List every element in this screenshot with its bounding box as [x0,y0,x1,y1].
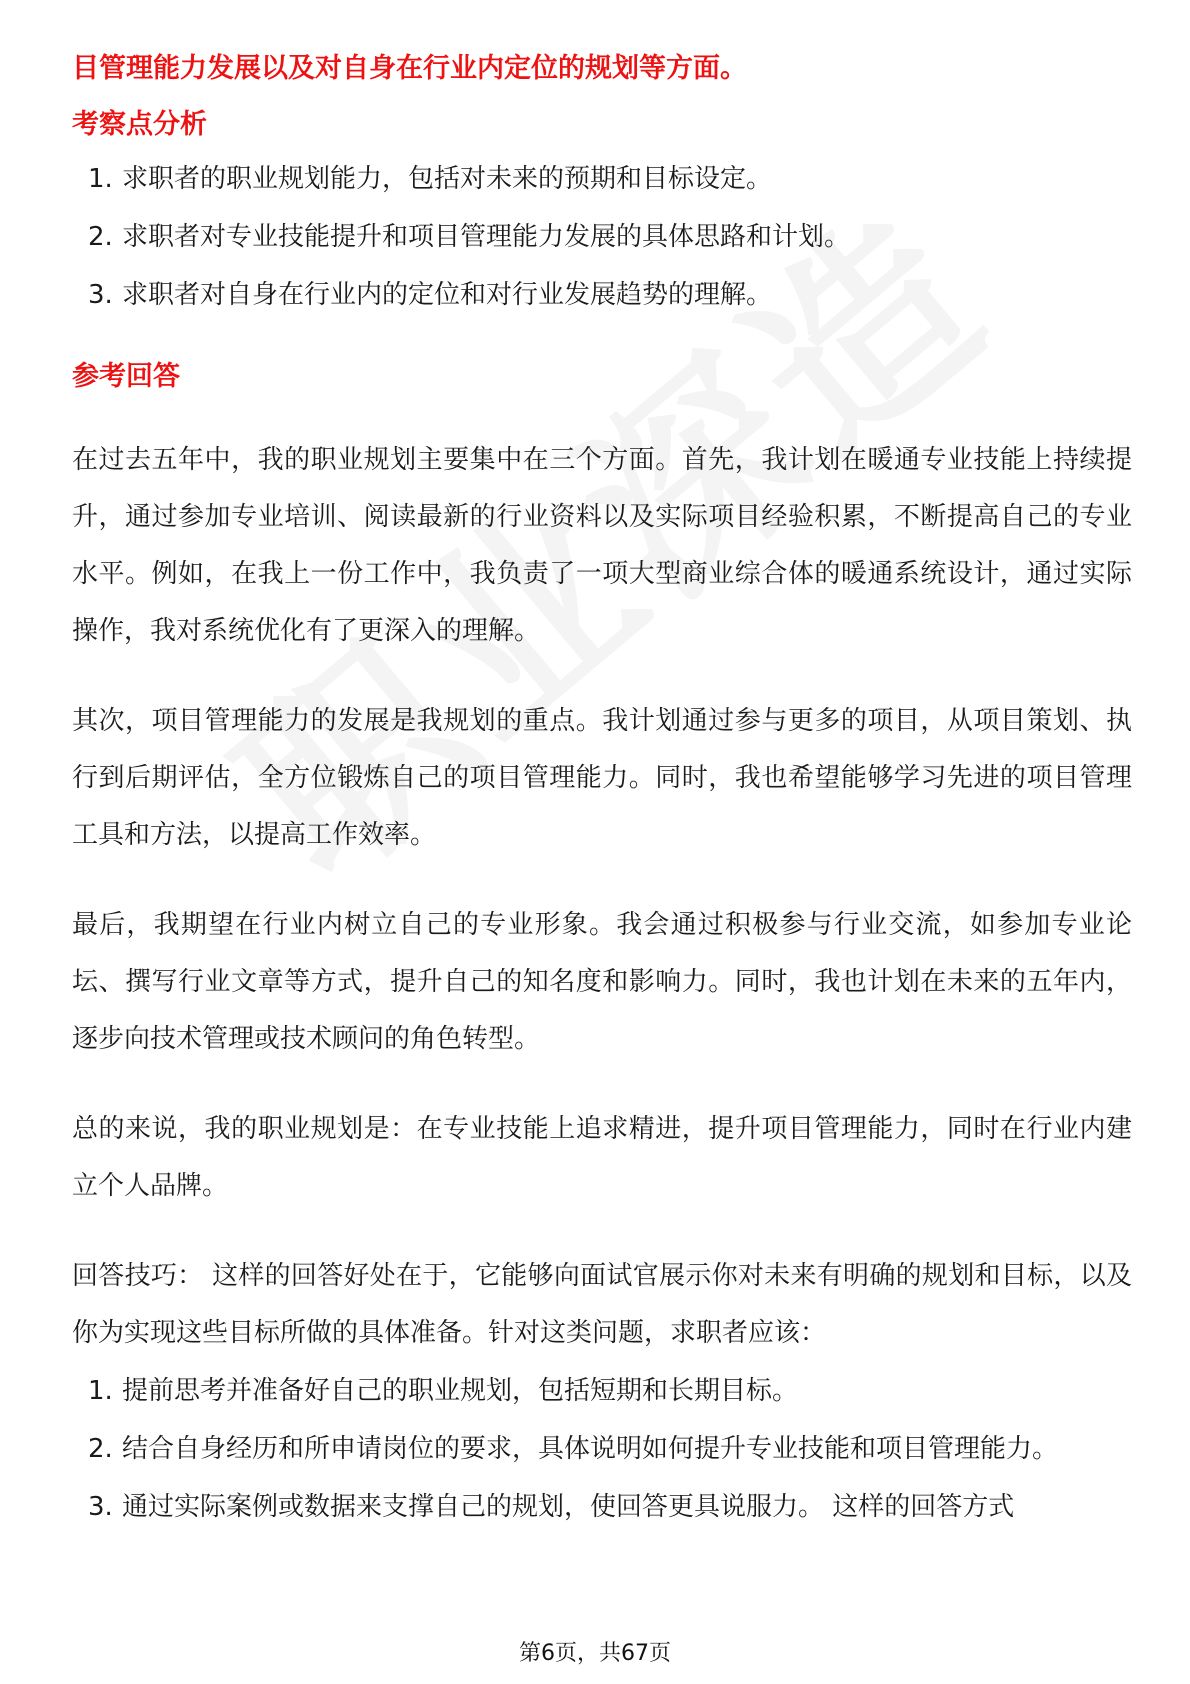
tips-list [72,1362,1132,1536]
list-item [72,150,1132,208]
answer-tips-paragraph: 回答技巧： 这样的回答好处在于，它能够向面试官展示你对未来有明确的规划和目标，以及你为实现这些目标所做的具体准备。针对这类问题，求职者应该： [72,1261,1132,1348]
list-item [72,208,1132,266]
analysis-points-list [72,150,1132,324]
list-item-text: 结合自身经历和所申请岗位的要求，具体说明如何提升专业技能和项目管理能力。 [122,1434,1059,1464]
answer-paragraph: 最后，我期望在行业内树立自己的专业形象。我会通过积极参与行业交流，如参加专业论坛、撰写行业文章等方式，提升自己的知名度和影响力。同时，我也计划在未来的五年内，逐步向技术管理或技术顾问的角色转型。 [72,910,1132,1054]
answer-paragraph: 在过去五年中，我的职业规划主要集中在三个方面。首先，我计划在暖通专业技能上持续提升，通过参加专业培训、阅读最新的行业资料以及实际项目经验积累，不断提高自己的专业水平。例如，在我上一份工作中，我负责了一项大型商业综合体的暖通系统设计，通过实际操作，我对系统优化有了更深入的理解。 [72,445,1132,646]
page-number-footer: 第6页，共67页 [519,1641,671,1666]
section-heading-analysis: 考察点分析 [72,109,207,140]
list-number: 2. [88,222,113,252]
section-heading-reference-answer: 参考回答 [72,361,180,392]
list-item-text: 求职者对自身在行业内的定位和对行业发展趋势的理解。 [122,280,773,310]
list-number: 1. [88,164,113,194]
list-item [72,1478,1132,1536]
list-item [72,266,1132,324]
list-number: 3. [88,1492,113,1522]
list-item [72,1362,1132,1420]
list-item-text: 提前思考并准备好自己的职业规划，包括短期和长期目标。 [122,1376,799,1406]
list-item-text: 求职者对专业技能提升和项目管理能力发展的具体思路和计划。 [122,222,851,252]
list-number: 1. [88,1376,113,1406]
page-content [72,44,1132,1536]
answer-paragraph: 总的来说，我的职业规划是：在专业技能上追求精进，提升项目管理能力，同时在行业内建立个人品牌。 [72,1114,1132,1201]
list-number: 2. [88,1434,113,1464]
answer-paragraph: 其次，项目管理能力的发展是我规划的重点。我计划通过参与更多的项目，从项目策划、执行到后期评估，全方位锻炼自己的项目管理能力。同时，我也希望能够学习先进的项目管理工具和方法，以提高工作效率。 [72,706,1132,850]
list-item [72,1420,1132,1478]
list-number: 3. [88,280,113,310]
list-item-text: 求职者的职业规划能力，包括对未来的预期和目标设定。 [122,164,773,194]
continued-heading-line: 目管理能力发展以及对自身在行业内定位的规划等方面。 [72,53,747,84]
list-item-text: 通过实际案例或数据来支撑自己的规划，使回答更具说服力。 这样的回答方式 [122,1492,1015,1522]
